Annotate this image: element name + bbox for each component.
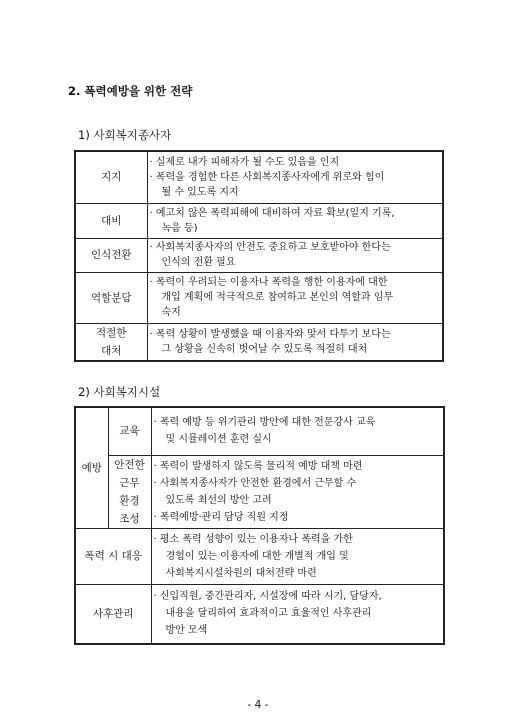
content-line: 경험이 있는 이용자에 대한 개별적 개입 및 [165, 550, 349, 562]
aftercare-label: 사후관리 [75, 584, 151, 644]
content-line: 녹음 등) [161, 222, 198, 234]
row-label: 대비 [75, 203, 147, 238]
environment-label [108, 455, 151, 528]
label-line: 환경 [119, 494, 140, 507]
prevention-label: 예방 [75, 407, 108, 528]
content-line: · 실제로 내가 피해자가 될 수도 있음을 인지 [149, 156, 340, 168]
page-number: - 4 - [247, 699, 269, 711]
row-content [147, 272, 443, 323]
table-row [75, 323, 443, 361]
content-line: 인식의 전환 필요 [161, 257, 236, 268]
content-line: · 폭력 상황이 발생했을 때 이용자와 맞서 다투기 보다는 [149, 328, 391, 340]
education-content [151, 407, 444, 455]
row-label: 인식전환 [75, 238, 147, 272]
content-line: · 평소 폭력 성향이 있는 이용자나 폭력을 가한 [153, 533, 353, 545]
content-line: 방안 모색 [165, 625, 208, 637]
table-row [75, 584, 444, 644]
row-content [147, 203, 443, 238]
content-line: · 폭력을 경험한 다른 사회복지종사자에게 위로와 힘이 [149, 171, 385, 183]
education-label: 교육 [108, 407, 151, 455]
content-line: 및 시뮬레이션 훈련 실시 [165, 434, 272, 446]
content-line: 내용을 달리하여 효과적이고 효율적인 사후관리 [165, 608, 372, 620]
table-row [75, 407, 444, 455]
content-line: · 예고치 않은 폭력피해에 대비하여 자료 확보(일지 기록, [149, 207, 395, 219]
table-row [75, 151, 443, 203]
facility-strategy-table [74, 406, 445, 645]
workers-strategy-table [74, 150, 444, 362]
table-row [75, 528, 444, 584]
label-line: 대처 [101, 344, 122, 357]
table-row [75, 455, 444, 528]
label-line: 조성 [119, 512, 140, 525]
label-line: 근무 [119, 476, 140, 489]
row-content [147, 238, 443, 272]
table-row [75, 272, 443, 323]
table-row [75, 203, 443, 238]
response-label: 폭력 시 대응 [75, 528, 151, 584]
content-line: · 폭력이 발생하지 않도록 물리적 예방 대책 마련 [153, 460, 363, 472]
content-line: 있도록 최선의 방안 고려 [165, 494, 272, 506]
row-label: 역할분담 [75, 272, 147, 323]
label-line: 적절한 [96, 326, 127, 339]
aftercare-content [151, 584, 444, 644]
content-line: 될 수 있도록 지지 [161, 186, 239, 198]
section-title: 2. 폭력예방을 위한 전략 [68, 84, 193, 98]
environment-content [151, 455, 444, 528]
subsection-title-facilities: 2) 사회복지시설 [78, 385, 161, 399]
row-content [147, 323, 443, 361]
content-line: 개입 계획에 적극적으로 참여하고 본인의 역할과 임무 [161, 292, 394, 303]
content-line: · 폭력 예방 등 위기관리 방안에 대한 전문강사 교육 [153, 417, 376, 429]
content-line: 사회복지시설차원의 대처전략 마련 [165, 567, 317, 579]
label-line: 안전한 [114, 458, 145, 471]
row-label: 지지 [75, 151, 147, 203]
row-label [75, 323, 147, 361]
content-line: 그 상황을 신속히 벗어날 수 있도록 적절히 대처 [161, 343, 368, 355]
content-line: · 폭력이 우려되는 이용자나 폭력을 행한 이용자에 대한 [149, 277, 388, 288]
content-line: · 사회복지종사자가 안전한 환경에서 근무할 수 [153, 477, 357, 489]
content-line: · 폭력예방·관리 담당 직원 지정 [153, 511, 289, 523]
subsection-title-workers: 1) 사회복지종사자 [78, 128, 172, 142]
content-line: · 사회복지종사자의 안전도 중요하고 보호받아야 한다는 [149, 242, 391, 253]
content-line: · 신입직원, 중간관리자, 시설장에 따라 시기, 담당자, [153, 591, 382, 603]
table-row [75, 238, 443, 272]
content-line: 숙지 [161, 307, 181, 318]
row-content [147, 151, 443, 203]
response-content [151, 528, 444, 584]
